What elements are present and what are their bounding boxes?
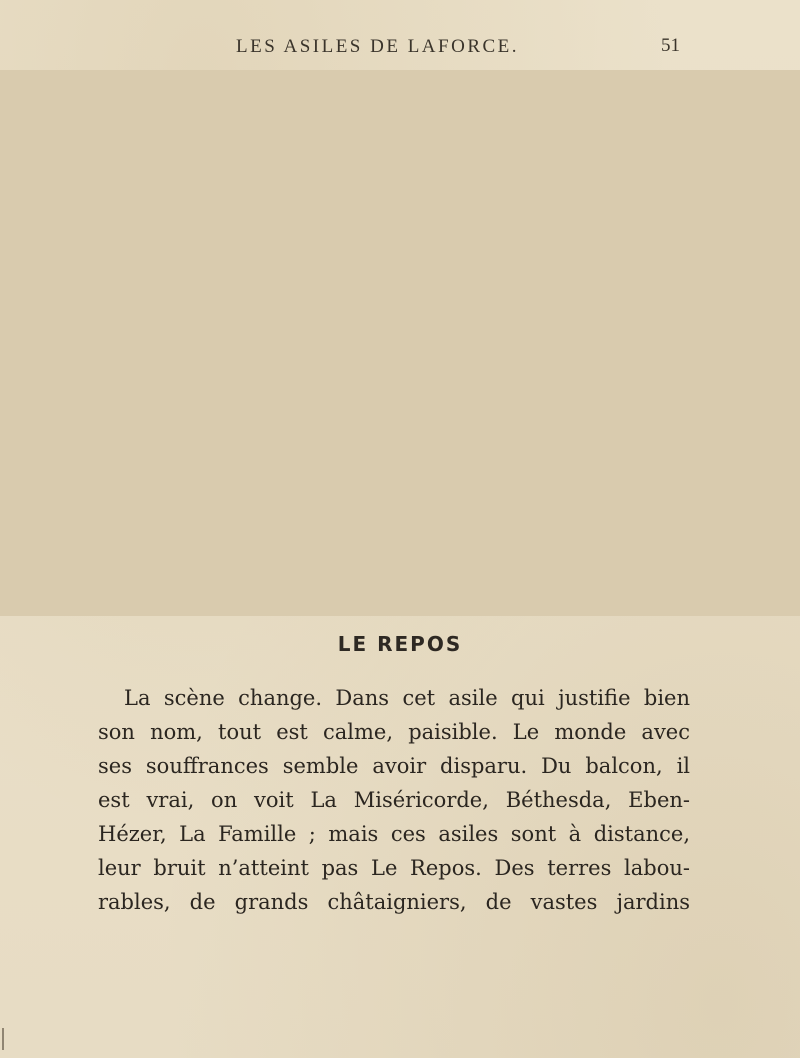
text-line: son nom, tout est calme, paisible. Le monde avec	[98, 720, 690, 744]
section-title: LE REPOS	[337, 632, 463, 656]
text-line: est vrai, on voit La Miséricorde, Béthesda, Eben-	[98, 788, 690, 812]
text-line: La scène change. Dans cet asile qui justifie bien	[124, 686, 690, 710]
illustration-area	[0, 70, 800, 616]
text-line: ses souffrances semble avoir disparu. Du balcon, il	[98, 754, 690, 778]
page-number: 51	[661, 35, 680, 56]
page-header	[0, 30, 800, 64]
running-title: LES ASILES DE LAFORCE.	[236, 36, 520, 57]
margin-mark	[2, 1028, 4, 1050]
body-paragraph	[98, 681, 690, 919]
text-line: leur bruit n’atteint pas Le Repos. Des terres labou-	[98, 856, 690, 880]
text-line: rables, de grands châtaigniers, de vastes jardins	[98, 890, 690, 914]
text-line: Hézer, La Famille ; mais ces asiles sont à distance,	[98, 822, 690, 846]
